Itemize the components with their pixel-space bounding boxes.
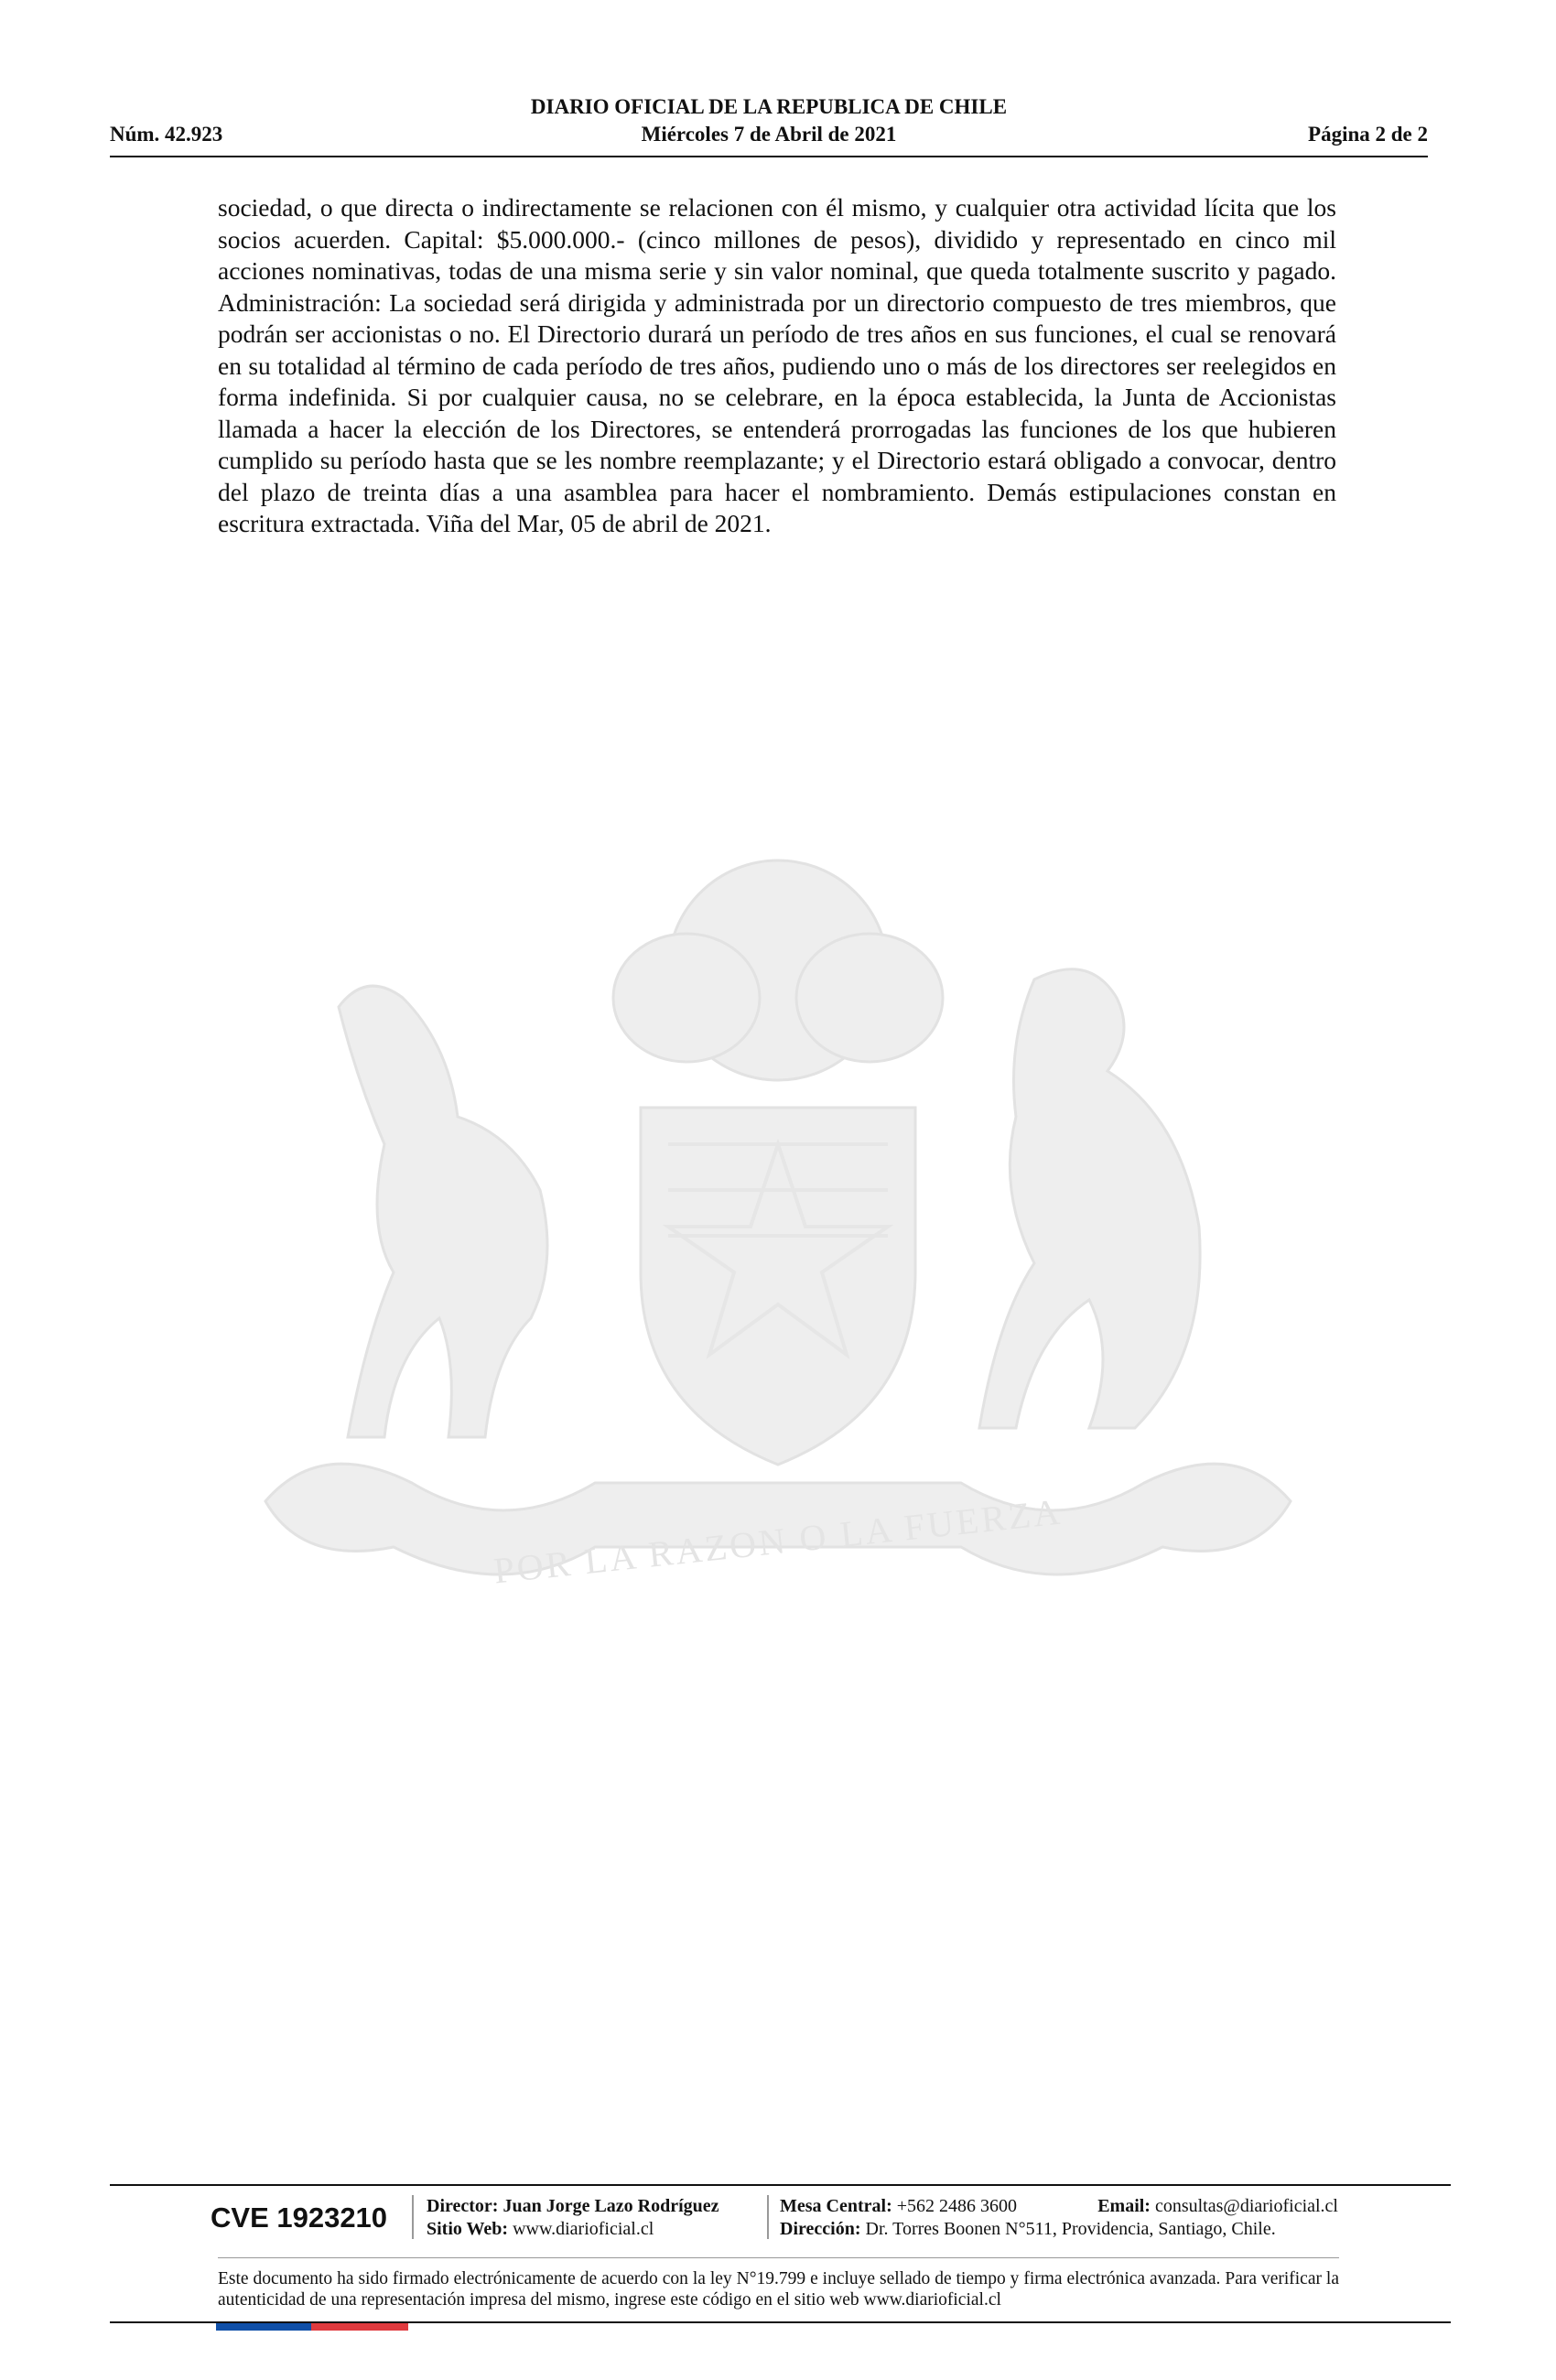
- watermark-motto: POR LA RAZON O LA FUERZA: [492, 1490, 1064, 1592]
- cve-code: CVE 1923210: [211, 2202, 388, 2234]
- contact-info: [780, 2195, 1338, 2241]
- phone-label: Mesa Central:: [780, 2196, 892, 2216]
- issue-date: Miércoles 7 de Abril de 2021: [641, 123, 897, 146]
- flag-blue-segment: [216, 2323, 311, 2331]
- phone-value: +562 2486 3600: [896, 2196, 1018, 2216]
- flag-red-segment: [311, 2323, 408, 2331]
- footer-separator: [412, 2195, 414, 2239]
- director-label: Director:: [427, 2196, 499, 2216]
- page-header: [110, 92, 1428, 157]
- flag-stripe: [216, 2323, 408, 2331]
- address-label: Dirección:: [780, 2219, 861, 2239]
- email-value: consultas@diarioficial.cl: [1154, 2196, 1338, 2216]
- website-value: www.diarioficial.cl: [513, 2219, 654, 2239]
- legal-notice: Este documento ha sido firmado electrónicamente de acuerdo con la ley N°19.799 e incluye sellado de tiempo y firma electrónica avanzada. Para verificar la autenticidad de una representación impresa del mismo, ingrese este código en el sitio web www.diarioficial.cl: [218, 2269, 1339, 2310]
- website-label: Sitio Web:: [427, 2219, 509, 2239]
- page-indicator: Página 2 de 2: [1308, 123, 1428, 146]
- footer-divider-mid: [218, 2257, 1339, 2258]
- extract-paragraph: sociedad, o que directa o indirectamente se relacionen con él mismo, y cualquier otra actividad lícita que los socios acuerden. Capital: $5.000.000.- (cinco millones de pesos), dividido y representado en cinco mil acciones nominativas, todas de una misma serie y sin valor nominal, que queda totalmente suscrito y pagado. Administración: La sociedad será dirigida y administrada por un directorio compuesto de tres miembros, que podrán ser accionistas o no. El Directorio durará un período de tres años en sus funciones, el cual se renovará en su totalidad al término de cada período de tres años, pudiendo uno o más de los directores ser reelegidos en forma indefinida. Si por cualquier causa, no se celebrare, en la época establecida, la Junta de Accionistas llamada a hacer la elección de los Directores, se entenderá prorrogadas las funciones de los que hubieren cumplido su período hasta que se les nombre reemplazante; y el Directorio estará obligado a convocar, dentro del plazo de treinta días a una asamblea para hacer el nombramiento. Demás estipulaciones constan en escritura extractada. Viña del Mar, 05 de abril de 2021.: [218, 193, 1336, 537]
- footer-separator: [767, 2195, 769, 2239]
- address-value: Dr. Torres Boonen N°511, Providencia, Santiago, Chile.: [865, 2219, 1276, 2239]
- header-divider: [110, 156, 1428, 157]
- footer-divider-top: [110, 2184, 1451, 2186]
- director-info: [427, 2195, 719, 2241]
- publication-title: DIARIO OFICIAL DE LA REPUBLICA DE CHILE: [530, 95, 1008, 118]
- issue-number: Núm. 42.923: [110, 123, 223, 146]
- email-label: Email:: [1097, 2196, 1151, 2216]
- director-name: Juan Jorge Lazo Rodríguez: [502, 2196, 719, 2216]
